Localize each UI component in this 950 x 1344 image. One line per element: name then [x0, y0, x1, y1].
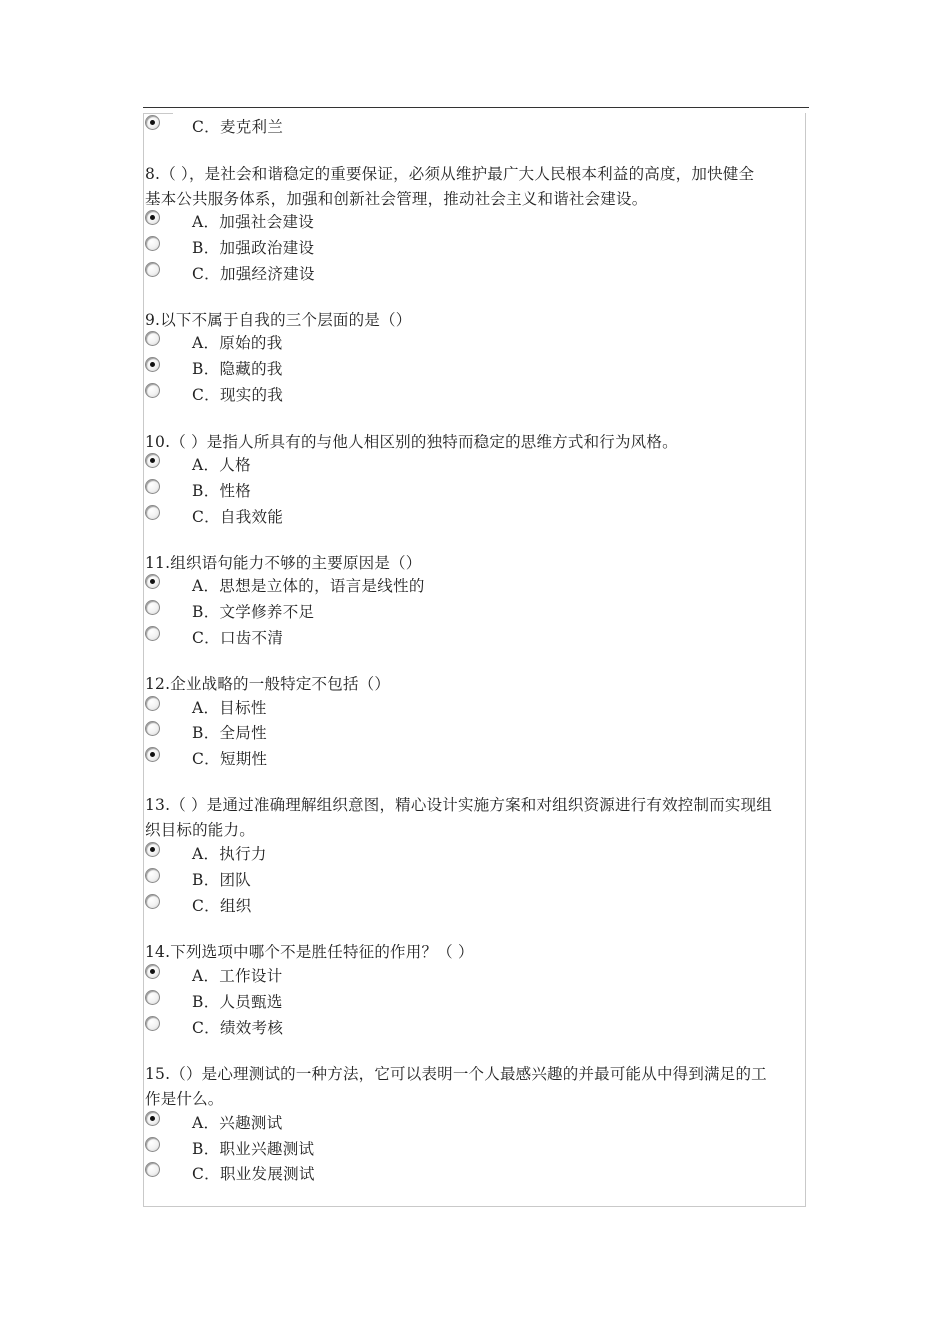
answer-option[interactable] [145, 262, 445, 284]
option-label: A．思想是立体的，语言是线性的 [192, 577, 425, 595]
radio-checked-icon[interactable] [145, 842, 160, 857]
option-label: B．职业兴趣测试 [192, 1140, 315, 1158]
radio-unchecked-icon[interactable] [145, 479, 160, 494]
option-label: C．现实的我 [192, 386, 284, 404]
question-text: 11.组织语句能力不够的主要原因是（） [145, 554, 422, 572]
radio-checked-icon[interactable] [145, 747, 160, 762]
option-label: C．组织 [192, 897, 252, 915]
radio-unchecked-icon[interactable] [145, 331, 160, 346]
radio-dot-icon [150, 120, 155, 125]
answer-option[interactable] [145, 1111, 445, 1133]
option-label: A．工作设计 [192, 967, 283, 985]
question-text: 作是什么。 [145, 1090, 224, 1108]
option-label: B．人员甄选 [192, 993, 283, 1011]
question-text: 织目标的能力。 [145, 821, 255, 839]
radio-unchecked-icon[interactable] [145, 600, 160, 615]
option-label: B．隐藏的我 [192, 360, 283, 378]
answer-option[interactable] [145, 574, 445, 596]
option-label: B．文学修养不足 [192, 603, 315, 621]
radio-dot-icon [150, 1116, 155, 1121]
radio-checked-icon[interactable] [145, 964, 160, 979]
radio-dot-icon [150, 579, 155, 584]
radio-unchecked-icon[interactable] [145, 236, 160, 251]
radio-checked-icon[interactable] [145, 357, 160, 372]
answer-option[interactable] [145, 990, 445, 1012]
radio-dot-icon [150, 969, 155, 974]
top-rule [143, 107, 809, 108]
answer-option[interactable] [145, 894, 445, 916]
radio-unchecked-icon[interactable] [145, 505, 160, 520]
option-label: B．全局性 [192, 724, 267, 742]
radio-dot-icon [150, 458, 155, 463]
radio-checked-icon[interactable] [145, 210, 160, 225]
radio-dot-icon [150, 752, 155, 757]
option-label: A．人格 [192, 456, 251, 474]
option-label: B．性格 [192, 482, 252, 500]
option-label: C．绩效考核 [192, 1019, 284, 1037]
option-label: C．口齿不清 [192, 629, 284, 647]
option-label: C．加强经济建设 [192, 265, 315, 283]
radio-unchecked-icon[interactable] [145, 1016, 160, 1031]
question-text: 13.（ ）是通过准确理解组织意图，精心设计实施方案和对组织资源进行有效控制而实现组 [145, 796, 772, 814]
radio-unchecked-icon[interactable] [145, 696, 160, 711]
radio-dot-icon [150, 215, 155, 220]
option-label: A．原始的我 [192, 334, 283, 352]
answer-option[interactable] [145, 383, 445, 405]
answer-option[interactable] [145, 721, 445, 743]
answer-option[interactable] [145, 479, 445, 501]
radio-unchecked-icon[interactable] [145, 626, 160, 641]
option-label: A．加强社会建设 [192, 213, 315, 231]
answer-option[interactable] [145, 115, 445, 137]
option-label: A．目标性 [192, 699, 267, 717]
question-text: 14.下列选项中哪个不是胜任特征的作用？（ ） [145, 943, 474, 961]
option-label: C．麦克利兰 [192, 118, 284, 136]
answer-option[interactable] [145, 331, 445, 353]
question-text: 15.（）是心理测试的一种方法，它可以表明一个人最感兴趣的并最可能从中得到满足的工 [145, 1065, 767, 1083]
option-label: B．团队 [192, 871, 252, 889]
answer-option[interactable] [145, 600, 445, 622]
answer-option[interactable] [145, 357, 445, 379]
radio-checked-icon[interactable] [145, 574, 160, 589]
answer-option[interactable] [145, 626, 445, 648]
radio-unchecked-icon[interactable] [145, 894, 160, 909]
option-label: C．自我效能 [192, 508, 284, 526]
question-text: 12.企业战略的一般特定不包括（） [145, 675, 391, 693]
answer-option[interactable] [145, 1016, 445, 1038]
radio-checked-icon[interactable] [145, 453, 160, 468]
question-text: 9.以下不属于自我的三个层面的是（） [145, 311, 412, 329]
radio-dot-icon [150, 362, 155, 367]
option-label: C．职业发展测试 [192, 1165, 315, 1183]
option-label: B．加强政治建设 [192, 239, 315, 257]
answer-option[interactable] [145, 1137, 445, 1159]
answer-option[interactable] [145, 747, 445, 769]
radio-unchecked-icon[interactable] [145, 990, 160, 1005]
radio-unchecked-icon[interactable] [145, 1137, 160, 1152]
radio-checked-icon[interactable] [145, 1111, 160, 1126]
answer-option[interactable] [145, 868, 445, 890]
answer-option[interactable] [145, 842, 445, 864]
question-text: 8.（ ），是社会和谐稳定的重要保证，必须从维护最广大人民根本利益的高度，加快健全 [145, 165, 755, 183]
answer-option[interactable] [145, 236, 445, 258]
radio-unchecked-icon[interactable] [145, 868, 160, 883]
option-label: A．执行力 [192, 845, 267, 863]
question-text: 基本公共服务体系，加强和创新社会管理，推动社会主义和谐社会建设。 [145, 190, 648, 208]
question-text: 10.（ ）是指人所具有的与他人相区别的独特而稳定的思维方式和行为风格。 [145, 433, 678, 451]
answer-option[interactable] [145, 696, 445, 718]
answer-option[interactable] [145, 453, 445, 475]
answer-option[interactable] [145, 210, 445, 232]
answer-option[interactable] [145, 1162, 445, 1184]
answer-option[interactable] [145, 505, 445, 527]
radio-unchecked-icon[interactable] [145, 383, 160, 398]
radio-unchecked-icon[interactable] [145, 1162, 160, 1177]
answer-option[interactable] [145, 964, 445, 986]
option-label: A．兴趣测试 [192, 1114, 283, 1132]
option-label: C．短期性 [192, 750, 268, 768]
radio-unchecked-icon[interactable] [145, 721, 160, 736]
radio-unchecked-icon[interactable] [145, 262, 160, 277]
radio-dot-icon [150, 847, 155, 852]
radio-checked-icon[interactable] [145, 115, 160, 130]
